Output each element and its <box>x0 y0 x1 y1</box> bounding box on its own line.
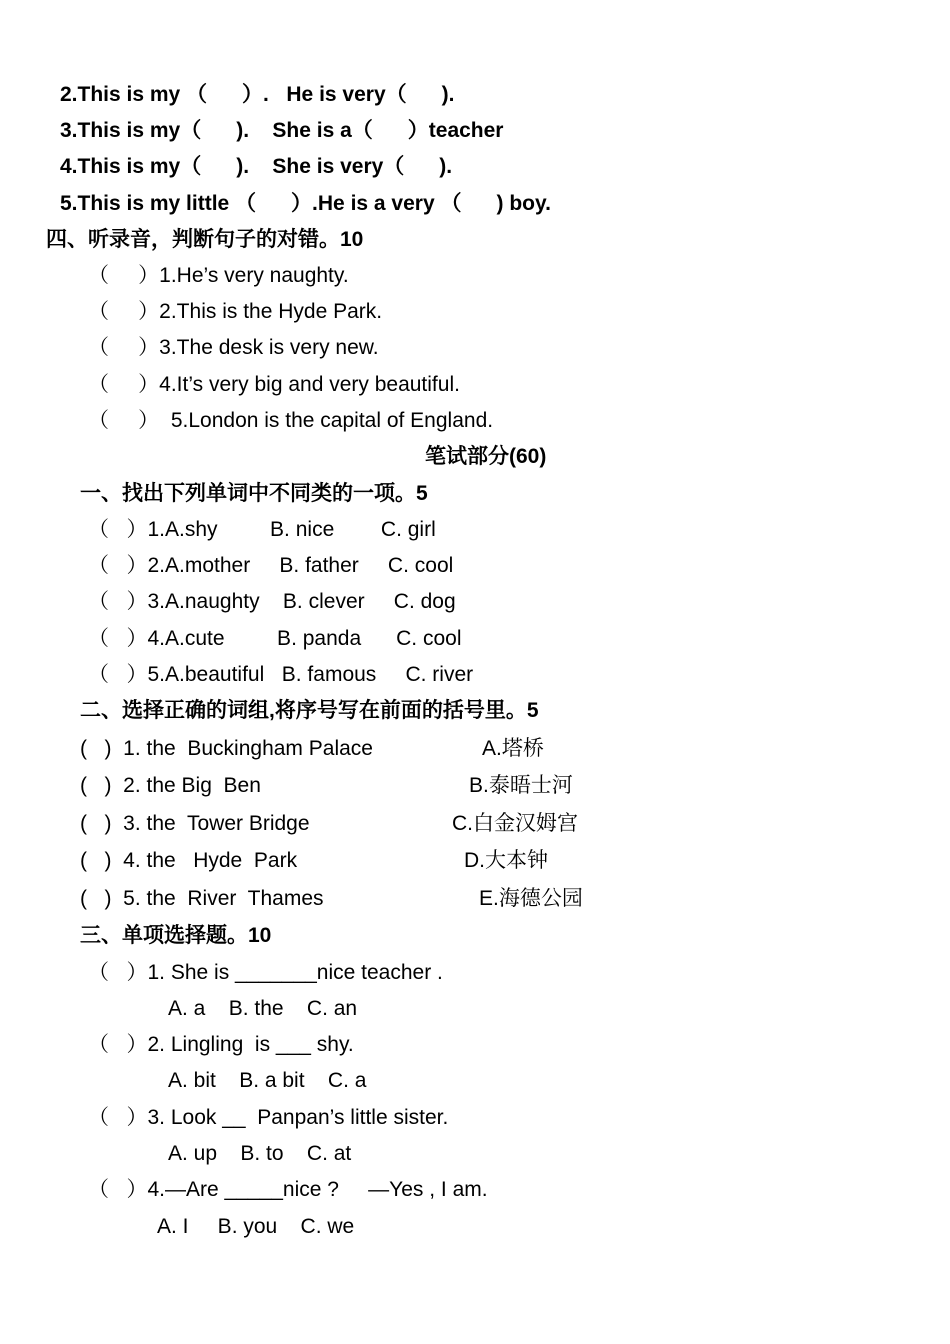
part2-item-right: E.海德公园 <box>479 887 583 910</box>
part2-heading: 二、选择正确的词组,将序号写在前面的括号里。5 <box>80 699 539 722</box>
section4-item: （ ）3.The desk is very new. <box>88 336 379 359</box>
part3-question: （ ）3. Look __ Panpan’s little sister. <box>88 1106 449 1129</box>
fill-line-3: 3.This is my（ ). She is a（ ）teacher <box>60 119 504 142</box>
part2-item-left: ( ) 5. the River Thames <box>80 887 324 910</box>
part1-item: （ ）2.A.mother B. father C. cool <box>88 554 454 577</box>
section4-item: （ ） 5.London is the capital of England. <box>88 409 494 432</box>
part2-item-right: D.大本钟 <box>464 849 548 872</box>
part2-item-left: ( ) 1. the Buckingham Palace <box>80 737 373 760</box>
section4-heading: 四、听录音，判断句子的对错。10 <box>46 228 364 251</box>
part3-question: （ ）2. Lingling is ___ shy. <box>88 1033 354 1056</box>
fill-line-2: 2.This is my （ ）. He is very（ ). <box>60 83 455 106</box>
part3-options: A. up B. to C. at <box>168 1142 352 1165</box>
section4-item: （ ）1.He’s very naughty. <box>88 264 349 287</box>
part2-item-left: ( ) 2. the Big Ben <box>80 774 261 797</box>
part1-item: （ ）5.A.beautiful B. famous C. river <box>88 663 474 686</box>
part1-heading: 一、找出下列单词中不同类的一项。5 <box>80 482 428 505</box>
part3-heading: 三、单项选择题。10 <box>80 924 272 947</box>
fill-line-4: 4.This is my（ ). She is very（ ). <box>60 155 453 178</box>
part1-item: （ ）3.A.naughty B. clever C. dog <box>88 590 456 613</box>
part3-question: （ ）4.—Are _____nice ? —Yes , I am. <box>88 1178 488 1201</box>
part2-item-left: ( ) 4. the Hyde Park <box>80 849 298 872</box>
fill-line-5: 5.This is my little （ ）.He is a very （ ) boy. <box>60 192 551 215</box>
part3-question: （ ）1. She is _______nice teacher . <box>88 961 443 984</box>
part2-item-right: B.泰晤士河 <box>469 774 573 797</box>
part2-item-right: A.塔桥 <box>482 737 544 760</box>
part1-item: （ ）4.A.cute B. panda C. cool <box>88 627 462 650</box>
part3-options: A. bit B. a bit C. a <box>168 1069 367 1092</box>
part3-options: A. I B. you C. we <box>157 1215 355 1238</box>
section4-item: （ ）4.It’s very big and very beautiful. <box>88 373 460 396</box>
part1-item: （ ）1.A.shy B. nice C. girl <box>88 518 436 541</box>
written-section-title: 笔试部分(60) <box>425 445 547 468</box>
part2-item-right: C.白金汉姆宫 <box>452 812 578 835</box>
section4-item: （ ）2.This is the Hyde Park. <box>88 300 383 323</box>
part2-item-left: ( ) 3. the Tower Bridge <box>80 812 310 835</box>
part3-options: A. a B. the C. an <box>168 997 358 1020</box>
